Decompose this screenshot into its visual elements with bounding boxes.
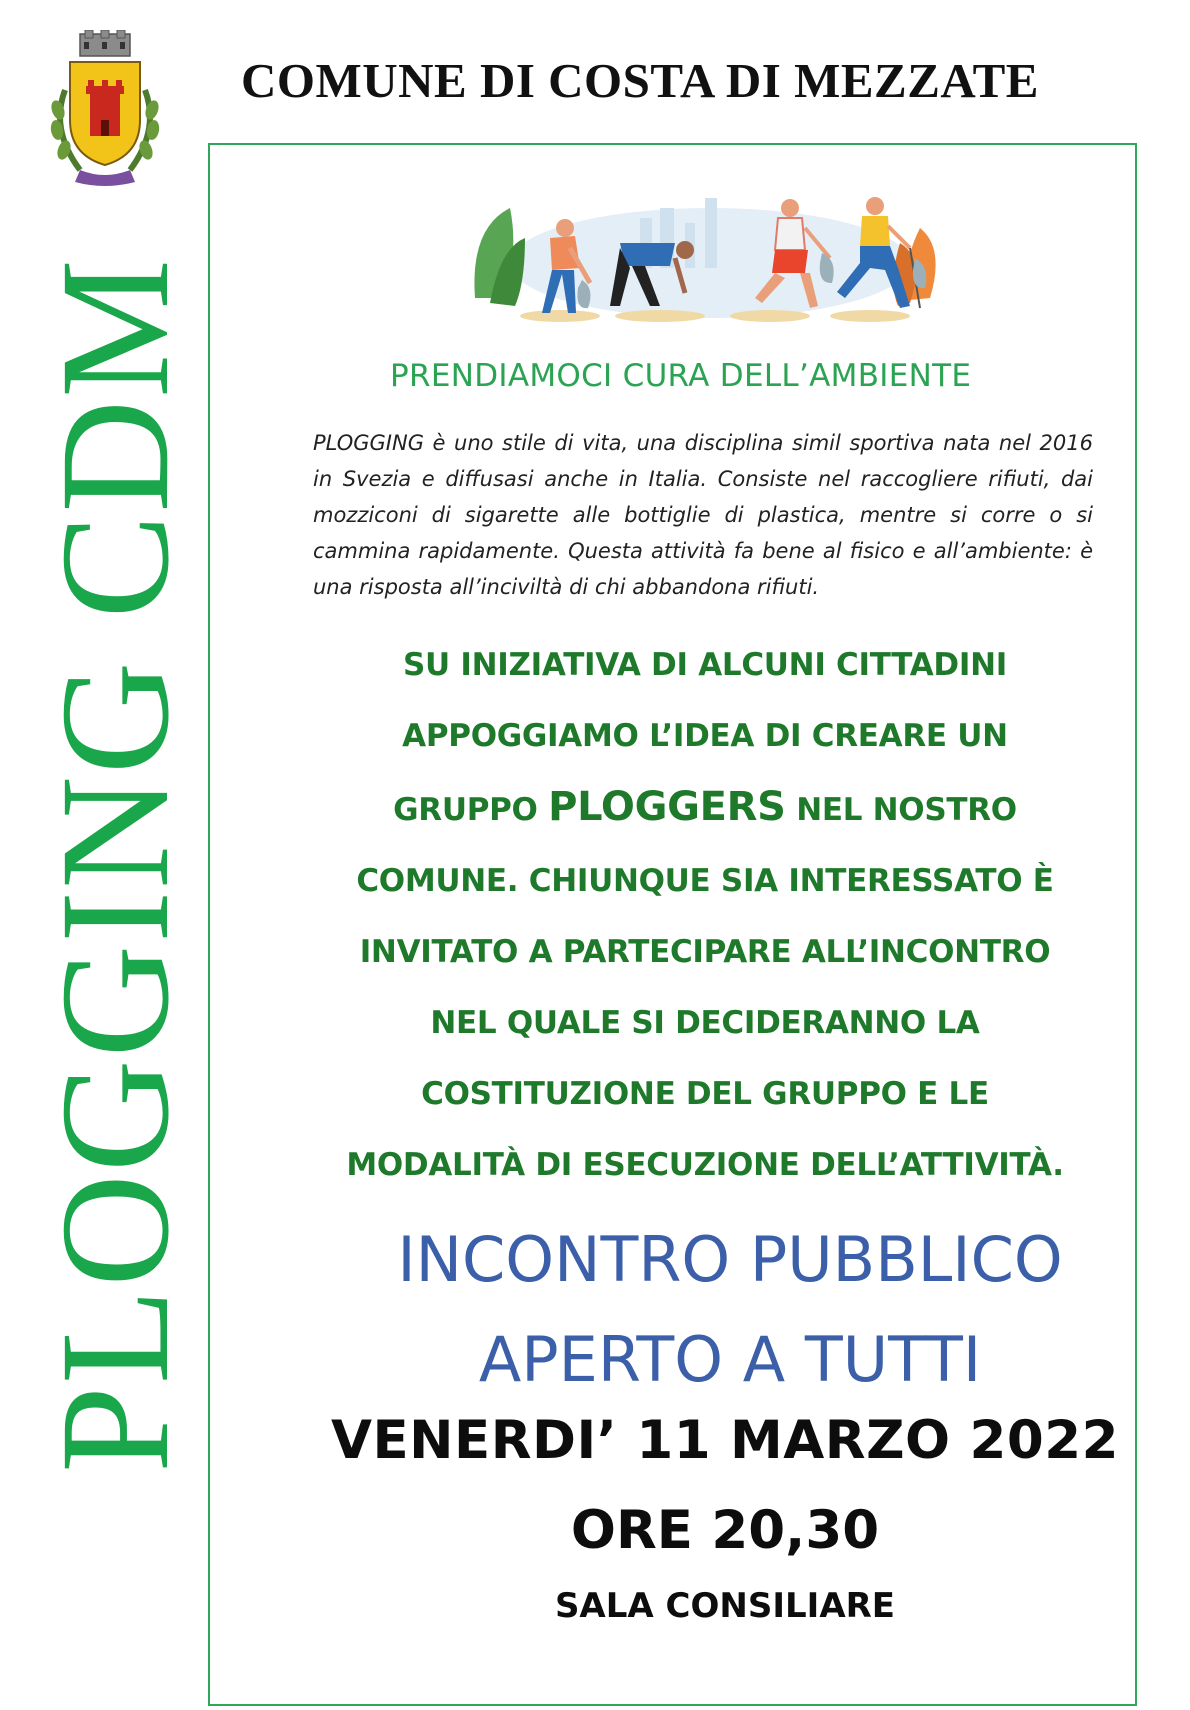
event-time: ORE 20,30 (570, 1500, 880, 1561)
announcement-line: APPOGGIAMO L’IDEA DI CREARE UN (402, 718, 1008, 754)
municipality-title: COMUNE DI COSTA DI MEZZATE (240, 53, 1039, 108)
vertical-title: PLOGGING CDM (28, 257, 201, 1473)
announcement-group-suffix: NEL NOSTRO (785, 792, 1017, 828)
event-title-line1: INCONTRO PUBBLICO (397, 1223, 1063, 1296)
announcement-line: INVITATO A PARTECIPARE ALL’INCONTRO (359, 934, 1051, 970)
event-title-line2: APERTO A TUTTI (478, 1323, 982, 1396)
announcement (300, 630, 1110, 1201)
plogging-description: PLOGGING è uno stile di vita, una disciplina simil sportiva nata nel 2016 in Svezia e diffusasi anche in Italia. Consiste nel raccogliere rifiuti, dai mozziconi di sigarette alle bottiglie di plastica, mentre si corre o si cammina rapidamente. Questa attività fa bene al fisico e all’ambiente: è una risposta all’inciviltà di chi abbandona rifiuti. (313, 431, 1093, 599)
event-date: VENERDI’ 11 MARZO 2022 (330, 1410, 1120, 1471)
announcement-line: SU INIZIATIVA DI ALCUNI CITTADINI (403, 647, 1007, 683)
announcement-line: COSTITUZIONE DEL GRUPPO E LE (421, 1076, 989, 1112)
ploggers-highlight: PLOGGERS (548, 784, 786, 830)
event-venue: SALA CONSILIARE (554, 1586, 896, 1626)
tagline: PRENDIAMOCI CURA DELL’AMBIENTE (390, 358, 972, 394)
announcement-line: COMUNE. CHIUNQUE SIA INTERESSATO È (356, 863, 1054, 899)
announcement-group-prefix: GRUPPO (393, 792, 549, 828)
event-title (350, 1210, 1110, 1410)
municipal-crest (40, 30, 170, 190)
ploggers-illustration (470, 188, 950, 328)
announcement-line: NEL QUALE SI DECIDERANNO LA (430, 1005, 980, 1041)
announcement-line: MODALITÀ DI ESECUZIONE DELL’ATTIVITÀ. (346, 1147, 1064, 1183)
announcement-line (300, 772, 1110, 846)
